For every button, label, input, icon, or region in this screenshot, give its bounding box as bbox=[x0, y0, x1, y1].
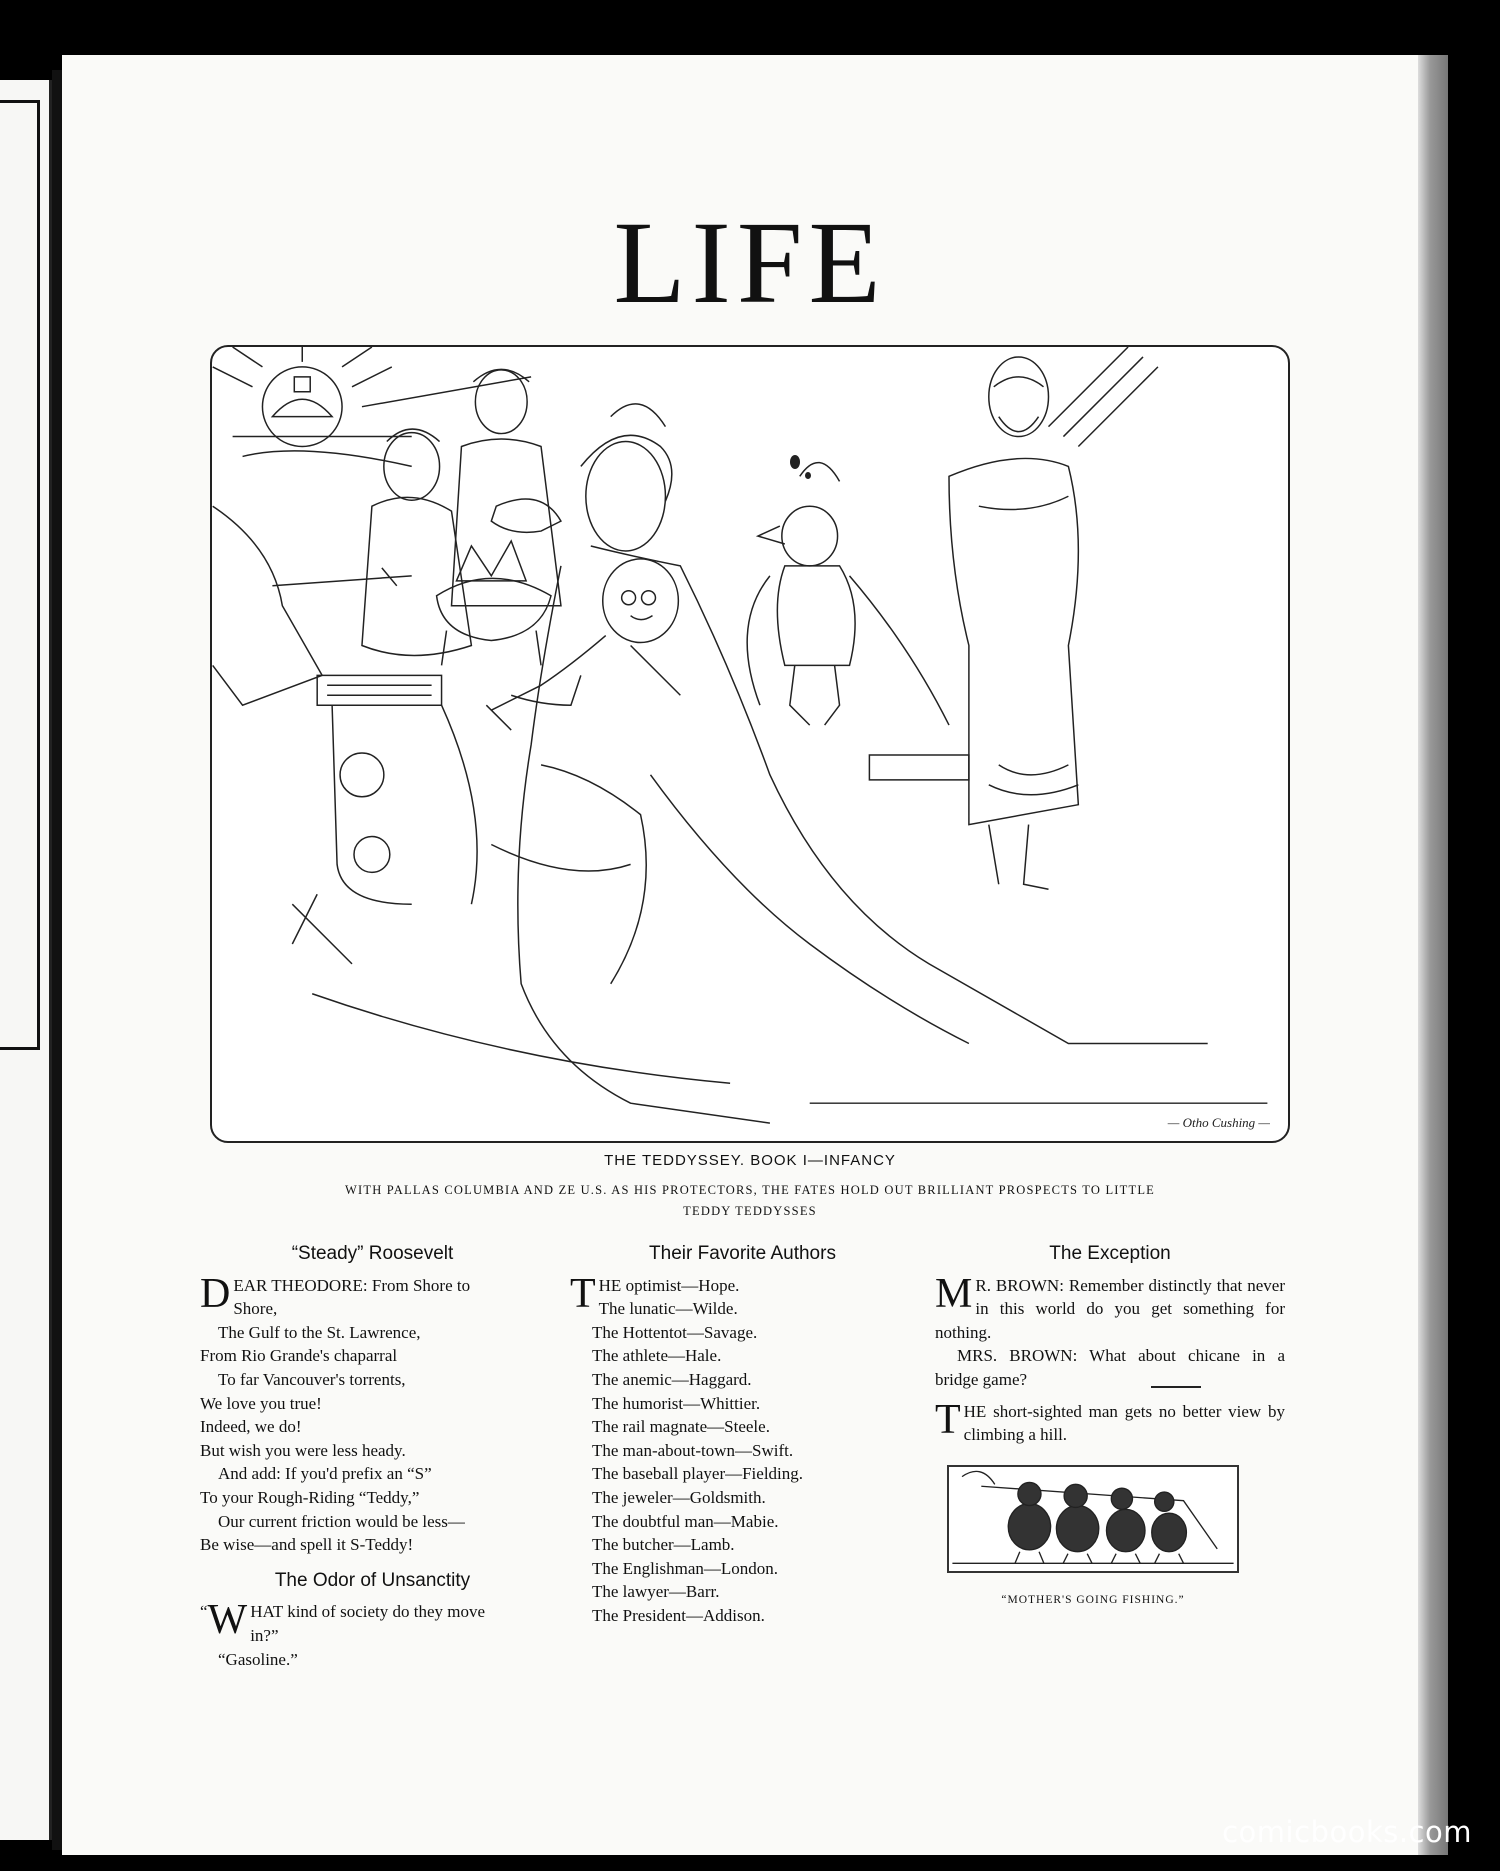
exception-heading: The Exception bbox=[1049, 1243, 1171, 1264]
joke-dropcap: W bbox=[207, 1597, 248, 1644]
masthead-title: LIFE bbox=[613, 197, 887, 328]
shortsighted-text: HE short-sighted man gets no better view by climbing a hill. bbox=[963, 1401, 1285, 1445]
ink-spot bbox=[805, 472, 811, 479]
joke-open-quote: “ bbox=[200, 1602, 208, 1622]
book-spine bbox=[52, 70, 62, 1850]
author-item: The President—Addison. bbox=[592, 1605, 765, 1625]
illustration-caption-subtitle bbox=[270, 1180, 1230, 1222]
poem-line: To far Vancouver's torrents, bbox=[218, 1369, 406, 1389]
exception-text-1: R. BROWN: Remember distinctly that never in this world do you get something for nothing. bbox=[935, 1275, 1285, 1342]
author-item: The butcher—Lamb. bbox=[592, 1535, 735, 1555]
joke-heading: The Odor of Unsanctity bbox=[274, 1569, 471, 1591]
caption-subtitle-line2: TEDDY TEDDYSSES bbox=[683, 1204, 817, 1218]
authors-dropcap: T bbox=[570, 1270, 596, 1317]
author-item: The lunatic—Wilde. bbox=[598, 1299, 738, 1319]
poem-line: But wish you were less heady. bbox=[200, 1440, 406, 1460]
joke-line: in?” bbox=[250, 1625, 279, 1645]
author-item: The athlete—Hale. bbox=[592, 1346, 722, 1366]
poem-line: We love you true! bbox=[200, 1393, 322, 1413]
authors-heading: Their Favorite Authors bbox=[649, 1243, 836, 1264]
exception-para-1 bbox=[935, 1270, 1285, 1345]
exception-dropcap: M bbox=[935, 1270, 973, 1317]
poem-body bbox=[200, 1270, 545, 1557]
joke-answer: “Gasoline.” bbox=[218, 1649, 298, 1669]
poem-line: EAR THEODORE: From Shore to bbox=[233, 1275, 471, 1295]
poem-dropcap: D bbox=[200, 1270, 231, 1317]
caption-subtitle-line1: WITH PALLAS COLUMBIA AND ZE U.S. AS HIS PROTECTORS, THE FATES HOLD OUT BRILLIANT PROSPECTS TO LITTLE bbox=[345, 1183, 1155, 1197]
column-steady-roosevelt bbox=[200, 1242, 545, 1671]
poem-line: To your Rough-Riding “Teddy,” bbox=[200, 1487, 420, 1507]
author-item: The doubtful man—Mabie. bbox=[592, 1511, 779, 1531]
facing-page-edge bbox=[0, 80, 52, 1840]
poem-line: From Rio Grande's chaparral bbox=[200, 1346, 398, 1366]
author-item: The anemic—Haggard. bbox=[592, 1369, 752, 1389]
author-item: HE optimist—Hope. bbox=[598, 1275, 740, 1295]
joke-body bbox=[200, 1597, 545, 1671]
section-rule bbox=[1151, 1386, 1201, 1388]
cartoon-caption: “MOTHER'S GOING FISHING.” bbox=[1001, 1593, 1185, 1606]
poem-line: Indeed, we do! bbox=[200, 1417, 302, 1437]
poem-line: Be wise—and spell it S-Teddy! bbox=[200, 1535, 414, 1555]
artist-signature: — Otho Cushing — bbox=[1167, 1115, 1270, 1130]
poem-line: And add: If you'd prefix an “S” bbox=[218, 1464, 432, 1484]
author-item: The man-about-town—Swift. bbox=[592, 1440, 794, 1460]
column-the-exception bbox=[935, 1242, 1285, 1612]
poem-line: The Gulf to the St. Lawrence, bbox=[218, 1322, 421, 1342]
site-watermark: comicbooks.com bbox=[1222, 1815, 1472, 1849]
exception-para-2: MRS. BROWN: What about chicane in a bridge game? bbox=[935, 1346, 1285, 1389]
poem-line: Shore, bbox=[233, 1299, 278, 1319]
poem-line: Our current friction would be less— bbox=[218, 1511, 465, 1531]
poem-heading: “Steady” Roosevelt bbox=[291, 1243, 454, 1264]
ducks-drawing bbox=[949, 1467, 1237, 1571]
ink-spot bbox=[790, 455, 800, 469]
teddyssey-engraving bbox=[212, 347, 1288, 1141]
shortsighted-dropcap: T bbox=[935, 1396, 961, 1443]
shortsighted-para bbox=[935, 1396, 1285, 1447]
illustration-caption-title: THE TEDDYSSEY. BOOK I—INFANCY bbox=[604, 1152, 896, 1169]
ducks-cartoon bbox=[947, 1465, 1239, 1573]
author-item: The jeweler—Goldsmith. bbox=[592, 1487, 766, 1507]
author-item: The Hottentot—Savage. bbox=[592, 1322, 758, 1342]
column-favorite-authors bbox=[570, 1242, 915, 1628]
author-item: The lawyer—Barr. bbox=[592, 1582, 720, 1602]
author-item: The Englishman—London. bbox=[592, 1558, 779, 1578]
author-item: The baseball player—Fielding. bbox=[592, 1464, 804, 1484]
main-illustration bbox=[210, 345, 1290, 1143]
author-item: The rail magnate—Steele. bbox=[592, 1417, 770, 1437]
author-item: The humorist—Whittier. bbox=[592, 1393, 761, 1413]
joke-line: HAT kind of society do they move bbox=[250, 1602, 486, 1622]
